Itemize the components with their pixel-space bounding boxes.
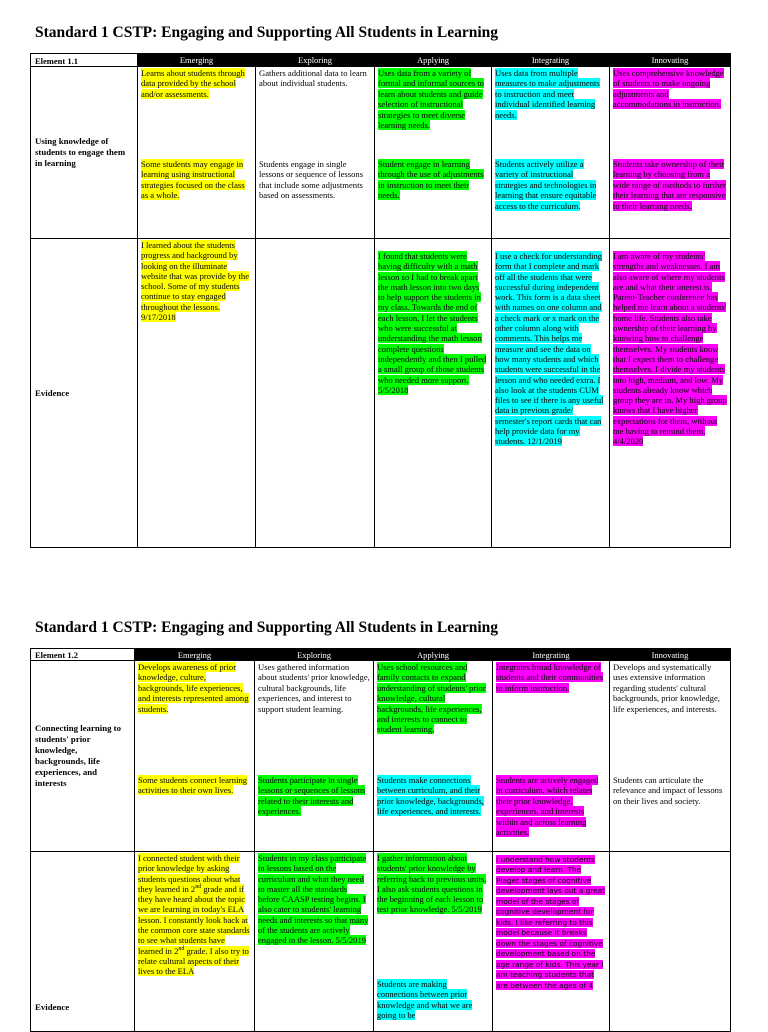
descriptor-text: Integrates broad knowledge of students and their communities to inform instruction.	[496, 662, 604, 693]
descriptor-text: Students actively utilize a variety of instructional strategies and technologies in learning that ensure equitable access to the curriculum.	[495, 159, 597, 211]
ordinal-suffix: nd	[195, 884, 202, 891]
evidence-cell-exploring	[255, 852, 374, 1032]
evidence-text-part: I connected student with their prior knowledge by asking students questions about what they learned in 2	[138, 853, 241, 894]
descriptor-text: Students take ownership of their learning by choosing from a wide range of methods to further their learning that are responsive to their learning needs.	[613, 159, 726, 211]
descriptor-text: Student engage in learning through the use of adjustments in instruction to meet their needs.	[378, 159, 484, 201]
level-header-integrating: Integrating	[493, 649, 610, 661]
descriptor-text: Uses school resources and family contacts to expand understanding of students' prior knowledge, cultural backgrounds, life experiences, and interests to connect to student learning.	[377, 662, 486, 735]
descriptor-cell-integrating	[492, 67, 610, 239]
evidence-cell-innovating	[610, 239, 731, 548]
descriptor-cell-exploring	[255, 661, 374, 852]
descriptor-text: Uses gathered information about students' prior knowledge, cultural backgrounds, life experiences, and interest to support student learning.	[258, 662, 370, 714]
evidence-text: I learned about the students progress and background by looking on the illuminate website that was provide by the school. Some of my students continue to stay engaged throughout the lessons. 9/17/2018	[141, 240, 249, 323]
descriptor-text: Students make connections between curriculum, and their prior knowledge, backgrounds, life experiences, and interests.	[377, 775, 484, 817]
row-label: Using knowledge of students to engage them in learning	[31, 67, 138, 239]
evidence-cell-exploring	[256, 239, 375, 548]
level-header-applying: Applying	[374, 649, 493, 661]
descriptor-cell-applying	[375, 67, 492, 239]
evidence-text: I gather information about students' prior knowledge by referring back to previous units. I also ask students questions in the beginning of each lesson to test prior knowledge. 5/5/2019	[377, 853, 487, 915]
level-header-emerging: Emerging	[135, 649, 255, 661]
descriptor-cell-innovating	[610, 661, 731, 852]
descriptor-text: Gathers additional data to learn about individual students.	[259, 68, 367, 89]
level-header-innovating: Innovating	[610, 54, 731, 67]
evidence-text	[138, 853, 250, 976]
evidence-label: Evidence	[31, 852, 135, 1032]
descriptor-cell-emerging	[135, 661, 255, 852]
element-label: Element 1.2	[31, 649, 135, 661]
descriptor-text: Develops awareness of prior knowledge, culture, backgrounds, life experiences, and interests represented among students.	[138, 662, 249, 714]
evidence-cell-innovating	[610, 852, 731, 1032]
evidence-cell-integrating	[493, 852, 610, 1032]
element-1-1-table	[30, 53, 731, 548]
descriptor-text: Learns about students through data provided by the school and/or assessments.	[141, 68, 245, 99]
section-title-2: Standard 1 CSTP: Engaging and Supporting All Students in Learning	[35, 619, 498, 636]
evidence-text: I use a check for understanding form that I complete and mark off all the students that were successful during independent work. This form is a data sheet with names on one column and a check mark or x mark on the other column along with comments. This helps me measure and see the data on how many students and which students were successful in the lesson and who needed extra. I also look at the students CUM files to see if there is any useful data in previous grade/ semester's report cards that can help provide data for my students. 12/1/2019	[495, 251, 604, 447]
descriptor-text: Students participate in single lessons or sequences of lessons related to their interests and experiences.	[258, 775, 366, 817]
descriptor-text: Uses comprehensive knowledge of students to make ongoing adjustments and accommodations in instruction.	[613, 68, 724, 110]
descriptor-text: Students can articulate the relevance and impact of lessons on their lives and society.	[613, 775, 723, 806]
level-header-applying: Applying	[375, 54, 492, 67]
evidence-label: Evidence	[31, 239, 138, 548]
evidence-text: I understand how students develop and learn. The Piaget stages of cognitive development lays out a great model of the stages of cognitive development for kids. I like referring to this model because it breaks down the stages of cognitive development based on the age range of kids. This year I am teaching students that are between the ages of 4	[496, 855, 606, 990]
level-header-exploring: Exploring	[255, 649, 374, 661]
descriptor-cell-innovating	[610, 67, 731, 239]
section-title-1: Standard 1 CSTP: Engaging and Supporting All Students in Learning	[35, 24, 498, 41]
descriptor-text: Students are actively engaged in curriculum, which relates their prior knowledge, experiences, and interests within and across learning activities.	[496, 775, 599, 837]
evidence-cell-integrating	[492, 239, 610, 548]
descriptor-cell-emerging	[138, 67, 256, 239]
evidence-text: I am aware of my students' strengths and weaknesses. I am also aware of where my students are and what their interest is. Parent-Teacher conference has helped me learn about a students' home life. Students also take ownership of their learning by knowing how to challenge themselves. My students know that I expect them to challenge themselves. I divide my students into high, medium, and low. My students already know which group they are in. My high group knows that I have higher expectations for them, without me having to remind them. 4/4/2020	[613, 251, 727, 447]
evidence-text-part: grade. I also try to relate cultural aspects of their lives to the ELA	[138, 945, 249, 977]
evidence-text: Students are making connections between prior knowledge and what we are going to be	[377, 979, 473, 1020]
descriptor-text: Uses data from multiple measures to make adjustments to instruction and meet individual identified learning needs.	[495, 68, 600, 120]
descriptor-text: Students engage in single lessons or sequence of lessons that include some adjustments based on assessments.	[259, 159, 364, 201]
descriptor-text: Develops and systematically uses extensive information regarding students' cultural backgrounds, prior knowledge, life experiences, and interests.	[613, 662, 720, 714]
level-header-integrating: Integrating	[492, 54, 610, 67]
element-1-2-table	[30, 648, 731, 1032]
ordinal-suffix: nd	[178, 945, 185, 952]
evidence-text: I found that students were having difficulty with a math lesson so I had to break apart the math lesson into two days to help support the students in my class. Towards the end of each lesson, I let the students who were successful at understanding the math lesson complete questions independently and then I pulled a small group of those students who needed more support. 5/5/2018	[378, 251, 487, 395]
element-label: Element 1.1	[31, 54, 138, 67]
descriptor-text: Some students connect learning activities to their own lives.	[138, 775, 248, 796]
evidence-text-part: grade and if they have heard about the topic we are learning in today's ELA lesson. I constantly look back at the common core state standards to see what students have learned in 2	[138, 883, 250, 956]
evidence-cell-applying	[375, 239, 492, 548]
level-header-emerging: Emerging	[138, 54, 256, 67]
evidence-cell-emerging	[138, 239, 256, 548]
descriptor-text: Some students may engage in learning using instructional strategies focused on the class as a whole.	[141, 159, 245, 201]
descriptor-cell-exploring	[256, 67, 375, 239]
evidence-cell-emerging	[135, 852, 255, 1032]
descriptor-cell-integrating	[493, 661, 610, 852]
descriptor-text: Uses data from a variety of formal and informal sources to learn about students and guide selection of instructional strategies to meet diverse learning needs.	[378, 68, 484, 130]
evidence-cell-applying	[374, 852, 493, 1032]
level-header-innovating: Innovating	[610, 649, 731, 661]
level-header-exploring: Exploring	[256, 54, 375, 67]
descriptor-cell-applying	[374, 661, 493, 852]
evidence-text: Students in my class participate in lessons based on the curriculum and what they need to master all the standards before CAASP testing begins. I also cater to students' learning needs and interests so that many of the students are actively engaged in the lesson. 5/5/2019	[258, 853, 369, 946]
row-label: Connecting learning to students' prior knowledge, backgrounds, life experiences, and interests	[31, 661, 135, 852]
